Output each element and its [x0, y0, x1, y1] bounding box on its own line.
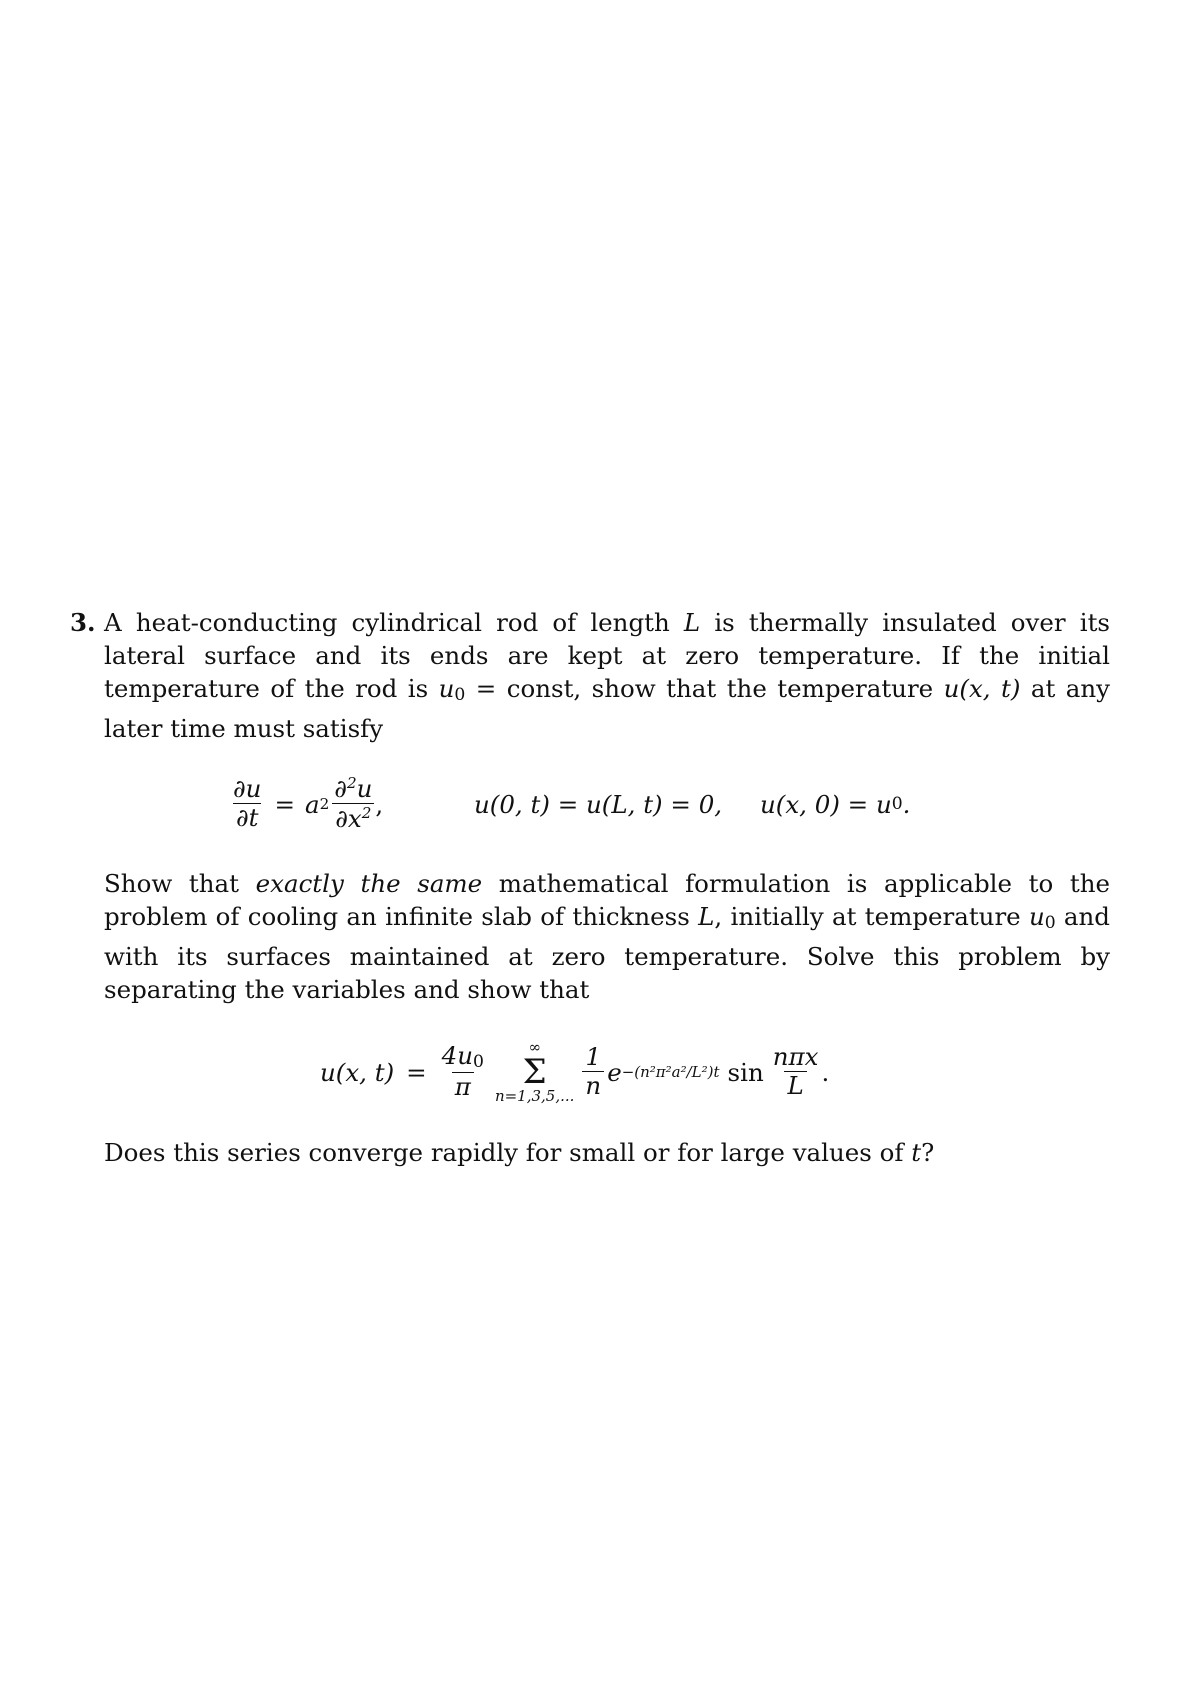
math-var-L: L [698, 902, 715, 931]
equals-sign: = [406, 1057, 427, 1087]
text-span: and with its surfaces maintained at zero temperature. Solve this problem by separating the variables and show that [104, 902, 1110, 1004]
period: . [821, 1057, 830, 1087]
emphasis: exactly the same [255, 869, 483, 898]
text-span: mathematical formulation is applicable to the problem of cooling an infinite slab of thickness [104, 869, 1110, 931]
exponent: −(n²π²a²/L²)t [621, 1062, 720, 1081]
coefficient-a: a [304, 789, 320, 819]
numerator: 1 [585, 1042, 602, 1072]
num-text: 4u [441, 1041, 474, 1071]
text-span: = const, show that the temperature [465, 674, 944, 703]
equals-sign: = [274, 789, 295, 819]
numerator: nπx [772, 1042, 819, 1072]
problem-statement-paragraph-1 [104, 606, 1110, 745]
math-var-u: u [438, 674, 455, 703]
numerator [439, 1043, 487, 1072]
text-span: , initially at temperature [714, 902, 1029, 931]
denominator: ∂t [233, 803, 262, 832]
comma: , [375, 789, 384, 819]
partial: ∂ [334, 774, 347, 804]
initial-condition [760, 759, 910, 849]
superscript: 2 [319, 794, 330, 813]
lhs-u-x-t: u(x, t) [320, 1057, 395, 1087]
exp-base-e: e [607, 1057, 622, 1087]
superscript: 2 [361, 804, 372, 822]
fraction-npix-L [770, 1044, 822, 1100]
math-var-t: t [911, 1138, 922, 1167]
denominator: L [784, 1071, 806, 1100]
ic-text: u(x, 0) = u [760, 789, 892, 819]
denominator [332, 803, 374, 833]
problem-question [104, 1136, 1110, 1169]
series-solution [70, 1022, 1110, 1122]
var-u: u [356, 774, 373, 804]
numerator [331, 775, 375, 803]
fraction-d2u-dx2 [331, 775, 375, 833]
text-span: Does this series converge rapidly for small or for large values of [104, 1138, 912, 1167]
text-span: Show that [104, 869, 256, 898]
fraction-4u0-pi [439, 1043, 487, 1101]
text-span: at any later time must satisfy [104, 674, 1110, 743]
text-span: A heat-conducting cylindrical rod of length [104, 608, 684, 637]
denominator: n [582, 1071, 604, 1100]
fraction-du-dt [230, 776, 264, 832]
partial-x: ∂x [335, 804, 362, 833]
text-span: is thermally insulated over its lateral surface and its ends are kept at zero temperature. If the initial temperature of the rod is [104, 608, 1110, 703]
math-subscript: 0 [1044, 913, 1056, 933]
problem-3 [70, 606, 1110, 1169]
sigma-icon: Σ [522, 1052, 547, 1092]
series-expression [320, 1022, 829, 1122]
boundary-conditions: u(0, t) = u(L, t) = 0, [474, 789, 723, 819]
numerator: ∂u [233, 774, 262, 804]
sum-lower-limit: n=1,3,5,... [494, 1087, 575, 1105]
math-var-u: u [1028, 902, 1045, 931]
sin-function: sin [727, 1057, 764, 1087]
denominator: π [452, 1072, 474, 1101]
problem-statement-paragraph-2 [104, 867, 1110, 1006]
math-subscript: 0 [891, 793, 903, 814]
math-u-x-t: u(x, t) [943, 674, 1021, 703]
superscript: 2 [346, 774, 357, 793]
sum-upper-limit: ∞ [528, 1038, 541, 1056]
math-subscript: 0 [473, 1052, 484, 1073]
heat-equation [70, 759, 1110, 849]
text-span: ? [921, 1138, 935, 1167]
pde [230, 759, 383, 849]
math-var-L: L [683, 608, 701, 637]
problem-number: 3. [70, 608, 96, 637]
summation [495, 1040, 574, 1104]
math-subscript: 0 [454, 685, 466, 705]
fraction-1-n [582, 1044, 604, 1100]
period: . [902, 789, 911, 819]
